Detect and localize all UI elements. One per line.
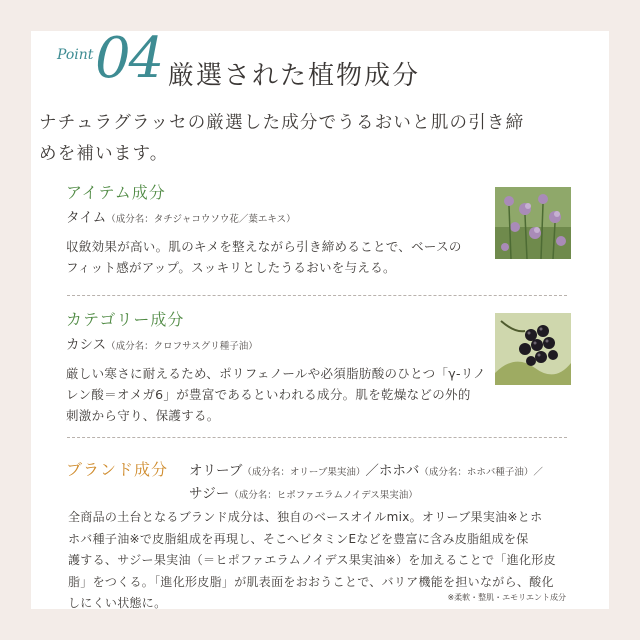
- ingredient-sub: （成分名：クロフサスグリ種子油）: [106, 341, 258, 352]
- ingredient-name: タイム: [66, 210, 107, 226]
- point-number: 04: [95, 26, 163, 91]
- ingredient-sub: （成分名：タチジャコウソウ花／葉エキス）: [106, 214, 296, 225]
- brand-ingredient-line: [189, 482, 589, 502]
- desc-line: 護する、サジー果実油（＝ヒポファエラムノイデス果実油※）を加えることで「進化形皮: [68, 553, 556, 567]
- category-section-title: カテゴリー成分: [66, 310, 185, 329]
- content-card: [31, 26, 609, 610]
- footnote: ※柔軟・整肌・エモリエント成分: [447, 593, 566, 602]
- desc-line: しにくい状態に。: [68, 596, 167, 610]
- ingredient-sub: （成分名：オリーブ果実油）: [242, 467, 366, 478]
- brand-ingredient-line: [189, 459, 589, 479]
- separator: ／: [365, 463, 379, 479]
- desc-line: フィット感がアップ。スッキリとしたうるおいを与える。: [66, 260, 396, 275]
- item-section-title: アイテム成分: [66, 183, 166, 202]
- brand-ingredients: [189, 456, 589, 502]
- intro-line: めを補います。: [39, 144, 169, 164]
- ingredient-name: ホホバ: [378, 463, 420, 479]
- brand-section-title: ブランド成分: [66, 460, 169, 479]
- ingredient-sub: （成分名：ヒポファエラムノイデス果実油）: [229, 490, 418, 501]
- ingredient-sub: （成分名：ホホバ種子油）: [419, 467, 534, 478]
- section-divider: [67, 295, 567, 296]
- ingredient-name: オリーブ: [189, 463, 243, 479]
- ingredient-name: カシス: [66, 337, 107, 353]
- desc-line: レン酸＝オメガ6」が豊富であるといわれる成分。肌を乾燥などの外的: [66, 387, 471, 402]
- desc-line: 脂」をつくる。「進化形皮脂」が肌表面をおおうことで、バリア機能を担いながら、酸化: [68, 574, 554, 589]
- section-divider: [67, 437, 567, 438]
- desc-line: 全商品の土台となるブランド成分は、独自のベースオイルmix。オリーブ果実油※とホ: [68, 510, 543, 524]
- point-label: Point: [57, 47, 94, 63]
- blackcurrant-berries-photo: [495, 313, 571, 385]
- desc-line: ホバ種子油※で皮脂組成を再現し、そこへビタミンEなどを豊富に含み皮脂組成を保: [68, 531, 529, 546]
- desc-line: 厳しい寒さに耐えるため、ポリフェノールや必須脂肪酸のひとつ「γ-リノ: [66, 366, 486, 381]
- ingredient-name: サジー: [189, 486, 230, 502]
- separator: ／: [533, 467, 543, 478]
- intro-text: [39, 108, 607, 170]
- page-title: 厳選された植物成分: [168, 61, 421, 91]
- desc-line: 刺激から守り、保護する。: [66, 408, 220, 423]
- intro-line: ナチュラグラッセの厳選した成分でうるおいと肌の引き締: [39, 113, 525, 133]
- desc-line: 収斂効果が高い。肌のキメを整えながら引き締めることで、ベースの: [66, 239, 462, 254]
- thyme-flower-photo: [495, 187, 571, 259]
